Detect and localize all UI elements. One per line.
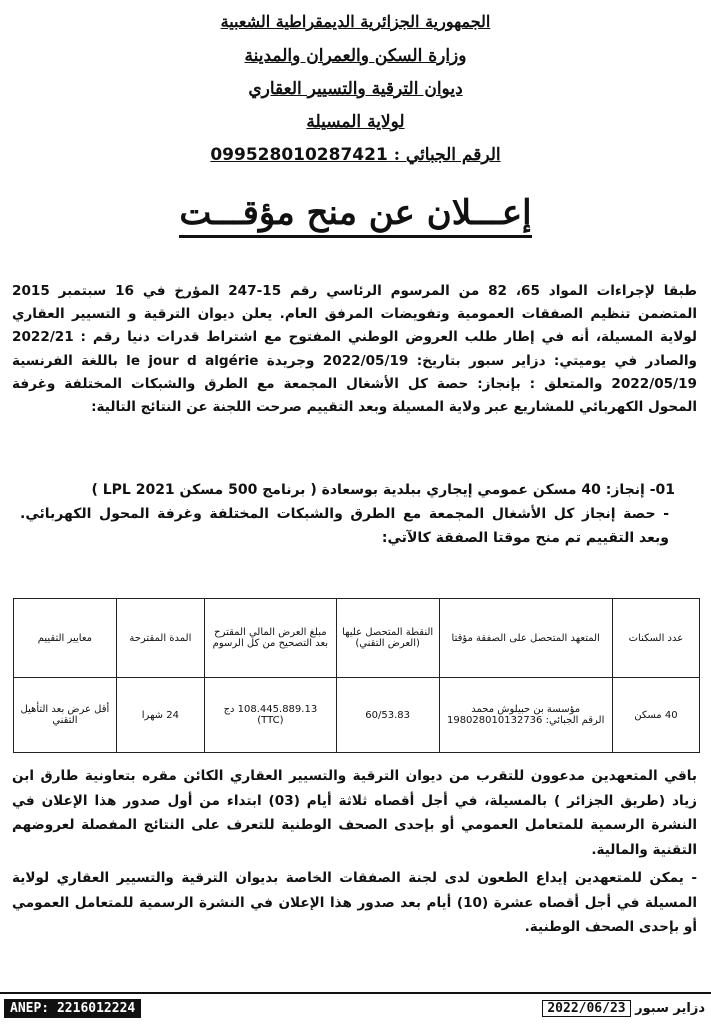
- project-item: 01- إنجاز: 40 مسكن عمومي إيجاري ببلدية بوسعادة ( برنامج 500 مسكن LPL 2021 ): [91, 482, 675, 498]
- office-name: ديوان الترقية والتسيير العقاري: [248, 79, 463, 99]
- lot-item: - حصة إنجاز كل الأشغال المجمعة مع الطرق والشبكات المختلفة وغرفة المحول الكهربائي. وبعد التقييم تم منح موقتا الصفقة كالآتي:: [20, 506, 669, 546]
- cell-units: 40 مسكن: [612, 678, 699, 753]
- publication-date: 2022/06/23: [542, 1000, 630, 1017]
- newspaper-name: دزاير سبور: [635, 1001, 705, 1016]
- header-units: عدد السكنات: [612, 599, 699, 678]
- tax-id-label: الرقم الجبائي :: [393, 145, 501, 165]
- wilaya-name: لولاية المسيلة: [306, 112, 405, 132]
- cell-criteria: أقل عرض بعد التأهيل التقني: [14, 678, 117, 753]
- cell-score: 60/53.83: [336, 678, 439, 753]
- appeal-paragraph: - يمكن للمتعهدين إيداع الطعون لدى لجنة الصفقات الخاصة بديوان الترقية والتسيير العقاري لولاية المسيلة في أجل أقصاه عشرة (10) أيام بعد صدور هذا الإعلان في النشرة الرسمية للمتعامل العمومي أو بإحدى الصحف الوطنية.: [12, 870, 697, 935]
- table-row: [14, 678, 700, 753]
- table-header-row: [14, 599, 700, 678]
- header-score: النقطة المتحصل عليها (العرض التقني): [336, 599, 439, 678]
- cell-amount: 108.445.889.13 دج (TTC): [204, 678, 336, 753]
- contractor-name: مؤسسة بن حبيلوش محمد: [471, 704, 581, 715]
- invitation-paragraph: باقي المتعهدين مدعوون للتقرب من ديوان الترقية والتسيير العقاري الكائن مقره بتعاونية طارق ابن زياد (طريق الجزائر ) بالمسيلة، في أجل أقصاه ثلاثة أيام (03) ابتداء من أول صدور هذا الإعلان في النشرة الرسمية للمتعامل العمومي أو بإحدى الصحف الوطنية للتعرف على النتائج المفصلة لعروضهم التقنية والمالية.: [12, 768, 697, 858]
- tax-id-number: 099528010287421: [210, 145, 388, 165]
- cell-contractor: [439, 678, 612, 753]
- header-amount: مبلغ العرض المالي المقترح بعد التصحيح من كل الرسوم: [204, 599, 336, 678]
- cell-duration: 24 شهرا: [116, 678, 204, 753]
- announcement-title-text: إعـــلان عن منح مؤقـــت: [179, 193, 531, 238]
- announcement-title: [0, 191, 711, 235]
- header-contractor: المتعهد المتحصل على الصفقة مؤقتا: [439, 599, 612, 678]
- header-duration: المدة المقترحة: [116, 599, 204, 678]
- footer-text: [12, 764, 697, 942]
- bottom-bar: [0, 992, 711, 1024]
- anep-code: ANEP: 2216012224: [4, 999, 141, 1018]
- results-table: [13, 598, 700, 753]
- ministry-name: وزارة السكن والعمران والمدينة: [244, 46, 467, 66]
- body-text: [12, 280, 697, 419]
- project-list: [20, 478, 689, 550]
- tax-id-line: [0, 145, 711, 165]
- contractor-tax: الرقم الجبائي: 198028010132736: [446, 715, 605, 726]
- header-criteria: معايير التقييم: [14, 599, 117, 678]
- publication-stamp: [536, 999, 711, 1018]
- header: [0, 12, 711, 165]
- intro-paragraph: طبقا لإجراءات المواد 65، 82 من المرسوم الرئاسي رقم 15-247 المؤرخ في 16 سبتمبر 2015 المتضمن تنظيم الصفقات العمومية وتفويضات المرفق العام. يعلن ديوان الترقية و التسيير العقاري لولاية المسيلة، أنه في إطار طلب العروض الوطني المفتوح مع اشتراط قدرات دنيا رقم : 2022/21 والصادر في يوميتي: دزاير سبور بتاريخ: 2022/05/19 وجريدة le jour d algérie باللغة الفرنسية 2022/05/19 والمتعلق : بإنجاز: حصة كل الأشغال المجمعة مع الطرق والشبكات المختلفة وغرفة المحول الكهربائي للمشاريع عبر ولاية المسيلة وبعد التقييم صرحت اللجنة عن النتائج التالية:: [12, 283, 698, 416]
- republic-name: الجمهورية الجزائرية الديمقراطية الشعبية: [220, 12, 491, 31]
